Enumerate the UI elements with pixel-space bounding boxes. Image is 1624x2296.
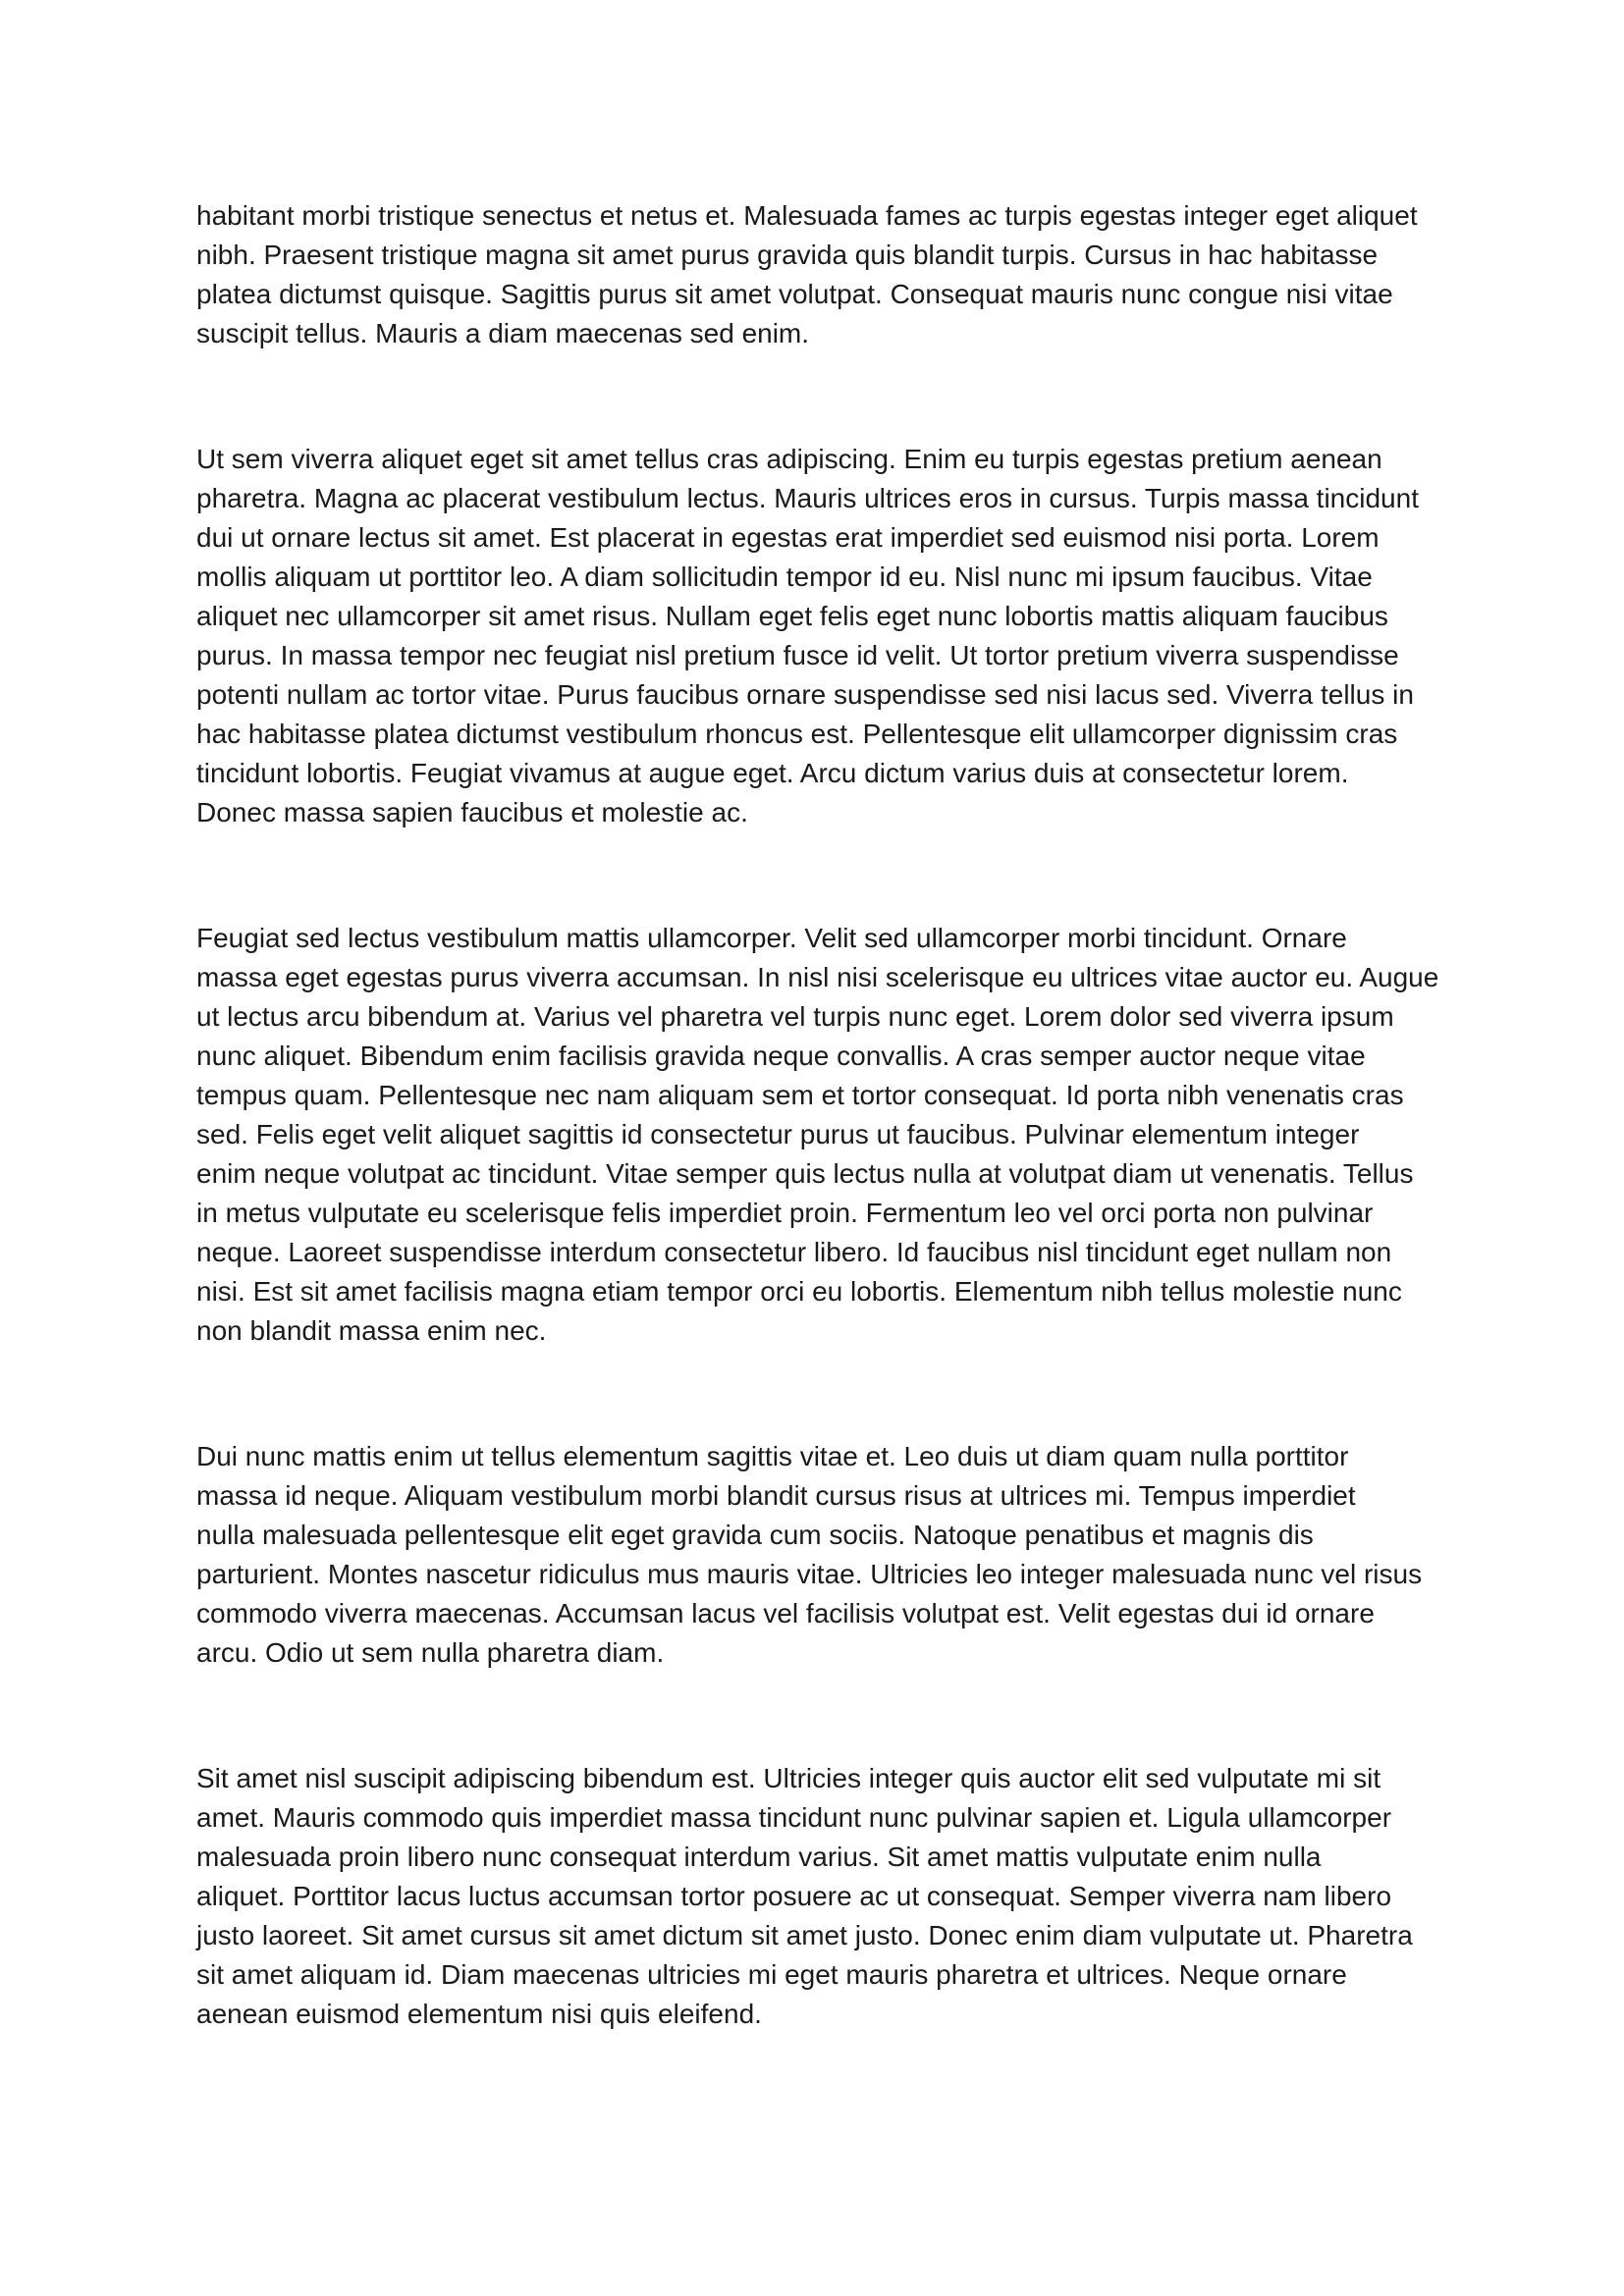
text-line: amet. Mauris commodo quis imperdiet massa tincidunt nunc pulvinar sapien et. Ligula ullamcorper: [196, 1802, 1392, 1833]
text-line: parturient. Montes nascetur ridiculus mus mauris vitae. Ultricies leo integer malesuada nunc vel risus: [196, 1559, 1423, 1589]
text-line: purus. In massa tempor nec feugiat nisl pretium fusce id velit. Ut tortor pretium viverra suspendisse: [196, 640, 1399, 670]
text-line: nibh. Praesent tristique magna sit amet purus gravida quis blandit turpis. Cursus in hac habitasse: [196, 240, 1379, 270]
text-line: dui ut ornare lectus sit amet. Est placerat in egestas erat imperdiet sed euismod nisi porta. Lorem: [196, 522, 1380, 553]
text-line: massa eget egestas purus viverra accumsan. In nisl nisi scelerisque eu ultrices vitae auctor eu. Augue: [196, 962, 1439, 992]
text-line: Donec massa sapien faucibus et molestie ac.: [196, 797, 748, 828]
text-line: aenean euismod elementum nisi quis eleifend.: [196, 1999, 762, 2029]
text-line: pharetra. Magna ac placerat vestibulum lectus. Mauris ultrices eros in cursus. Turpis massa tincidunt: [196, 483, 1419, 513]
document-body: [196, 196, 1439, 2034]
text-line: platea dictumst quisque. Sagittis purus sit amet volutpat. Consequat mauris nunc congue nisi vitae: [196, 279, 1393, 309]
text-line: Dui nunc mattis enim ut tellus elementum sagittis vitae et. Leo duis ut diam quam nulla porttitor: [196, 1441, 1349, 1471]
text-line: enim neque volutpat ac tincidunt. Vitae semper quis lectus nulla at volutpat diam ut venenatis. Tellus: [196, 1158, 1414, 1189]
text-line: massa id neque. Aliquam vestibulum morbi blandit cursus risus at ultrices mi. Tempus imperdiet: [196, 1480, 1356, 1511]
text-line: Feugiat sed lectus vestibulum mattis ullamcorper. Velit sed ullamcorper morbi tincidunt. Ornare: [196, 923, 1347, 953]
text-line: sit amet aliquam id. Diam maecenas ultricies mi eget mauris pharetra et ultrices. Neque ornare: [196, 1959, 1347, 1990]
text-line: neque. Laoreet suspendisse interdum consectetur libero. Id faucibus nisl tincidunt eget nullam non: [196, 1237, 1392, 1267]
text-line: Ut sem viverra aliquet eget sit amet tellus cras adipiscing. Enim eu turpis egestas pretium aenean: [196, 444, 1382, 474]
text-line: non blandit massa enim nec.: [196, 1315, 547, 1346]
text-line: aliquet nec ullamcorper sit amet risus. Nullam eget felis eget nunc lobortis mattis aliquam faucibus: [196, 601, 1388, 631]
text-line: commodo viverra maecenas. Accumsan lacus vel facilisis volutpat est. Velit egestas dui id ornare: [196, 1598, 1375, 1629]
paragraph: [196, 1437, 1434, 1673]
text-line: in metus vulputate eu scelerisque felis imperdiet proin. Fermentum leo vel orci porta non pulvinar: [196, 1198, 1374, 1228]
text-line: tempus quam. Pellentesque nec nam aliquam sem et tortor consequat. Id porta nibh venenatis cras: [196, 1080, 1404, 1110]
text-line: sed. Felis eget velit aliquet sagittis id consectetur purus ut faucibus. Pulvinar elementum integer: [196, 1119, 1360, 1149]
paragraph: [196, 440, 1434, 832]
text-line: aliquet. Porttitor lacus luctus accumsan tortor posuere ac ut consequat. Semper viverra nam libero: [196, 1881, 1392, 1911]
text-line: nunc aliquet. Bibendum enim facilisis gravida neque convallis. A cras semper auctor neque vitae: [196, 1041, 1366, 1071]
text-line: justo laoreet. Sit amet cursus sit amet dictum sit amet justo. Donec enim diam vulputate ut. Pharetra: [196, 1920, 1413, 1950]
text-line: hac habitasse platea dictumst vestibulum rhoncus est. Pellentesque elit ullamcorper dignissim cras: [196, 719, 1398, 749]
paragraph: [196, 919, 1439, 1351]
text-line: malesuada proin libero nunc consequat interdum varius. Sit amet mattis vulputate enim nulla: [196, 1842, 1322, 1872]
text-line: nisi. Est sit amet facilisis magna etiam tempor orci eu lobortis. Elementum nibh tellus molestie nunc: [196, 1276, 1402, 1307]
text-line: nulla malesuada pellentesque elit eget gravida cum sociis. Natoque penatibus et magnis dis: [196, 1520, 1314, 1550]
text-line: arcu. Odio ut sem nulla pharetra diam.: [196, 1637, 665, 1668]
text-line: habitant morbi tristique senectus et netus et. Malesuada fames ac turpis egestas integer eget aliquet: [196, 200, 1418, 231]
paragraph: [196, 196, 1434, 353]
text-line: ut lectus arcu bibendum at. Varius vel pharetra vel turpis nunc eget. Lorem dolor sed viverra ipsum: [196, 1001, 1394, 1032]
text-line: tincidunt lobortis. Feugiat vivamus at augue eget. Arcu dictum varius duis at consectetur lorem.: [196, 758, 1349, 788]
paragraph: [196, 1759, 1434, 2034]
text-line: potenti nullam ac tortor vitae. Purus faucibus ornare suspendisse sed nisi lacus sed. Viverra tellus in: [196, 679, 1414, 710]
text-line: mollis aliquam ut porttitor leo. A diam sollicitudin tempor id eu. Nisl nunc mi ipsum faucibus. Vitae: [196, 561, 1373, 592]
text-line: suscipit tellus. Mauris a diam maecenas sed enim.: [196, 318, 810, 348]
text-line: Sit amet nisl suscipit adipiscing bibendum est. Ultricies integer quis auctor elit sed vulputate mi sit: [196, 1763, 1381, 1793]
